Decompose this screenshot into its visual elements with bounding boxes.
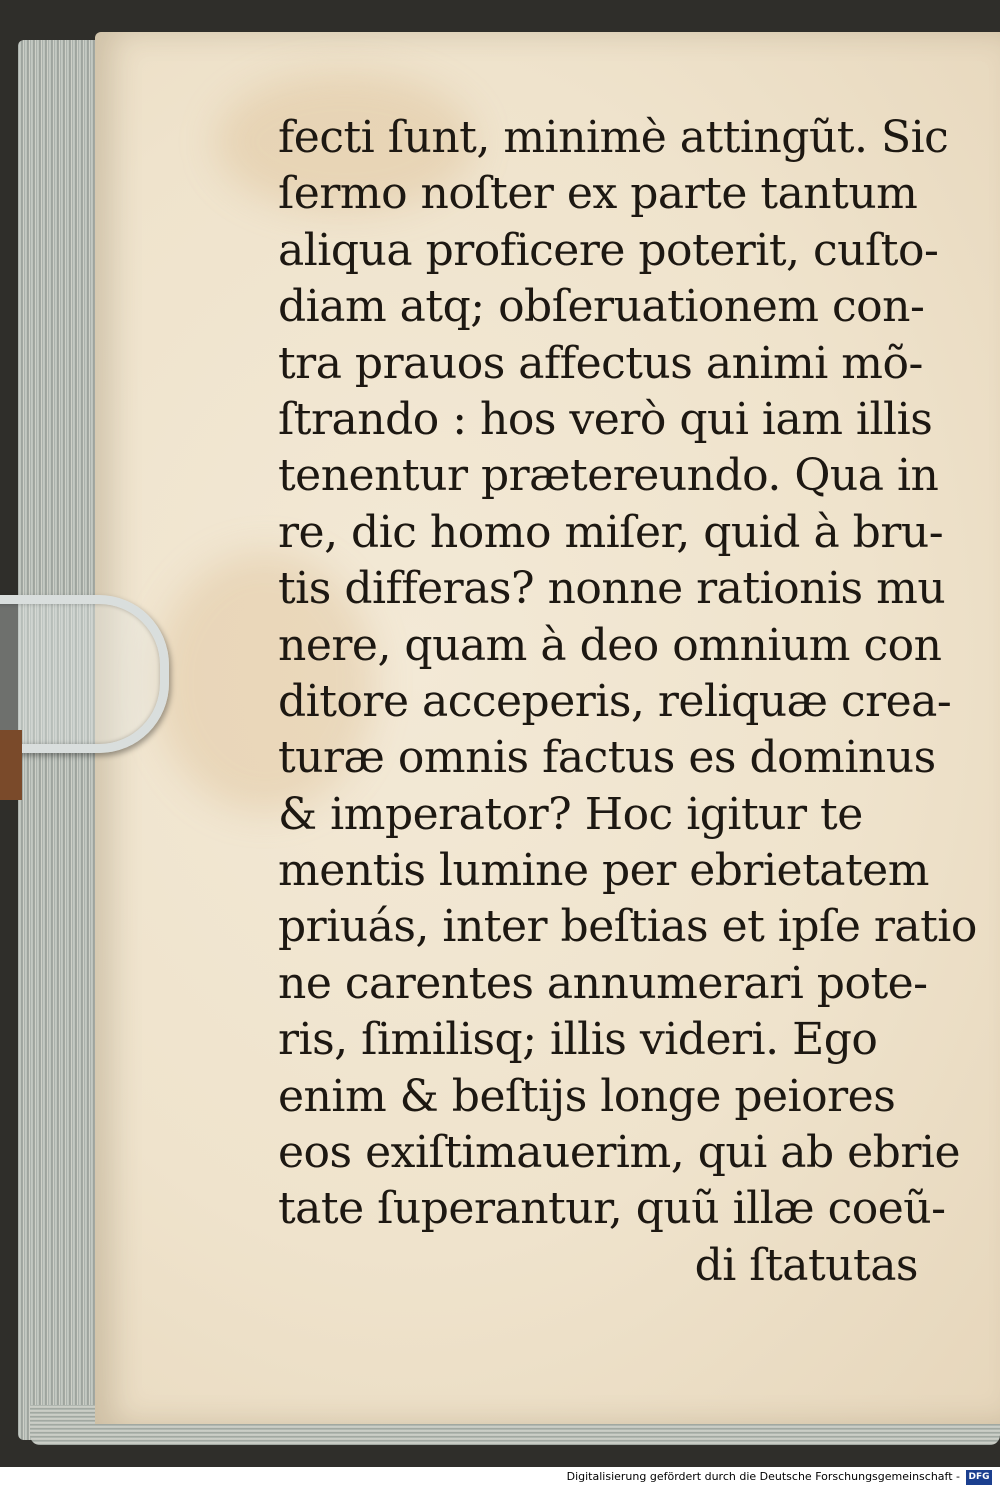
- text-line: tenentur prætereundo. Qua in: [278, 450, 939, 502]
- clip-band: [0, 730, 22, 800]
- text-line: ſermo noſter ex parte tantum: [278, 168, 918, 220]
- text-line: nere, quam à deo omnium con: [278, 619, 942, 671]
- text-line: aliqua proficere poterit, cuſto-: [278, 224, 939, 276]
- text-line: priuás, inter beſtias et ipſe ratio: [278, 901, 977, 953]
- text-line: & imperator? Hoc igitur te: [278, 788, 863, 840]
- text-line: ris, ſimilisq; illis videri. Ego: [278, 1014, 878, 1066]
- text-line: tra prauos affectus animi mõ-: [278, 337, 923, 389]
- text-line: ditore acceperis, reliquæ crea-: [278, 675, 952, 727]
- text-line: fecti ſunt, minimè attingũt. Sic: [278, 112, 949, 163]
- dfg-logo: DFG: [966, 1470, 992, 1485]
- text-line: re, dic homo miſer, quid à bru-: [278, 506, 944, 558]
- page-text: [278, 110, 977, 1294]
- text-line: diam atq; obſeruationem con-: [278, 281, 925, 333]
- text-line: ne carentes annumerari pote-: [278, 957, 928, 1009]
- text-line: eos exiſtimauerim, qui ab ebrie: [278, 1127, 960, 1179]
- text-line: tis differas? nonne rationis mu: [278, 563, 946, 615]
- footer-bar: [0, 1467, 1000, 1489]
- catchword: di ſtatutas: [694, 1239, 918, 1291]
- page-clip: [0, 595, 169, 753]
- text-line: enim & beſtijs longe peiores: [278, 1070, 896, 1122]
- text-line: mentis lumine per ebrietatem: [278, 845, 929, 897]
- text-line: ſtrando : hos verò qui iam illis: [278, 393, 933, 445]
- text-line: turæ omnis factus es dominus: [278, 732, 936, 784]
- text-line: tate ſuperantur, quũ illæ coeũ-: [278, 1183, 946, 1235]
- funding-credit: Digitalisierung gefördert durch die Deutsche Forschungsgemeinschaft -: [566, 1470, 960, 1483]
